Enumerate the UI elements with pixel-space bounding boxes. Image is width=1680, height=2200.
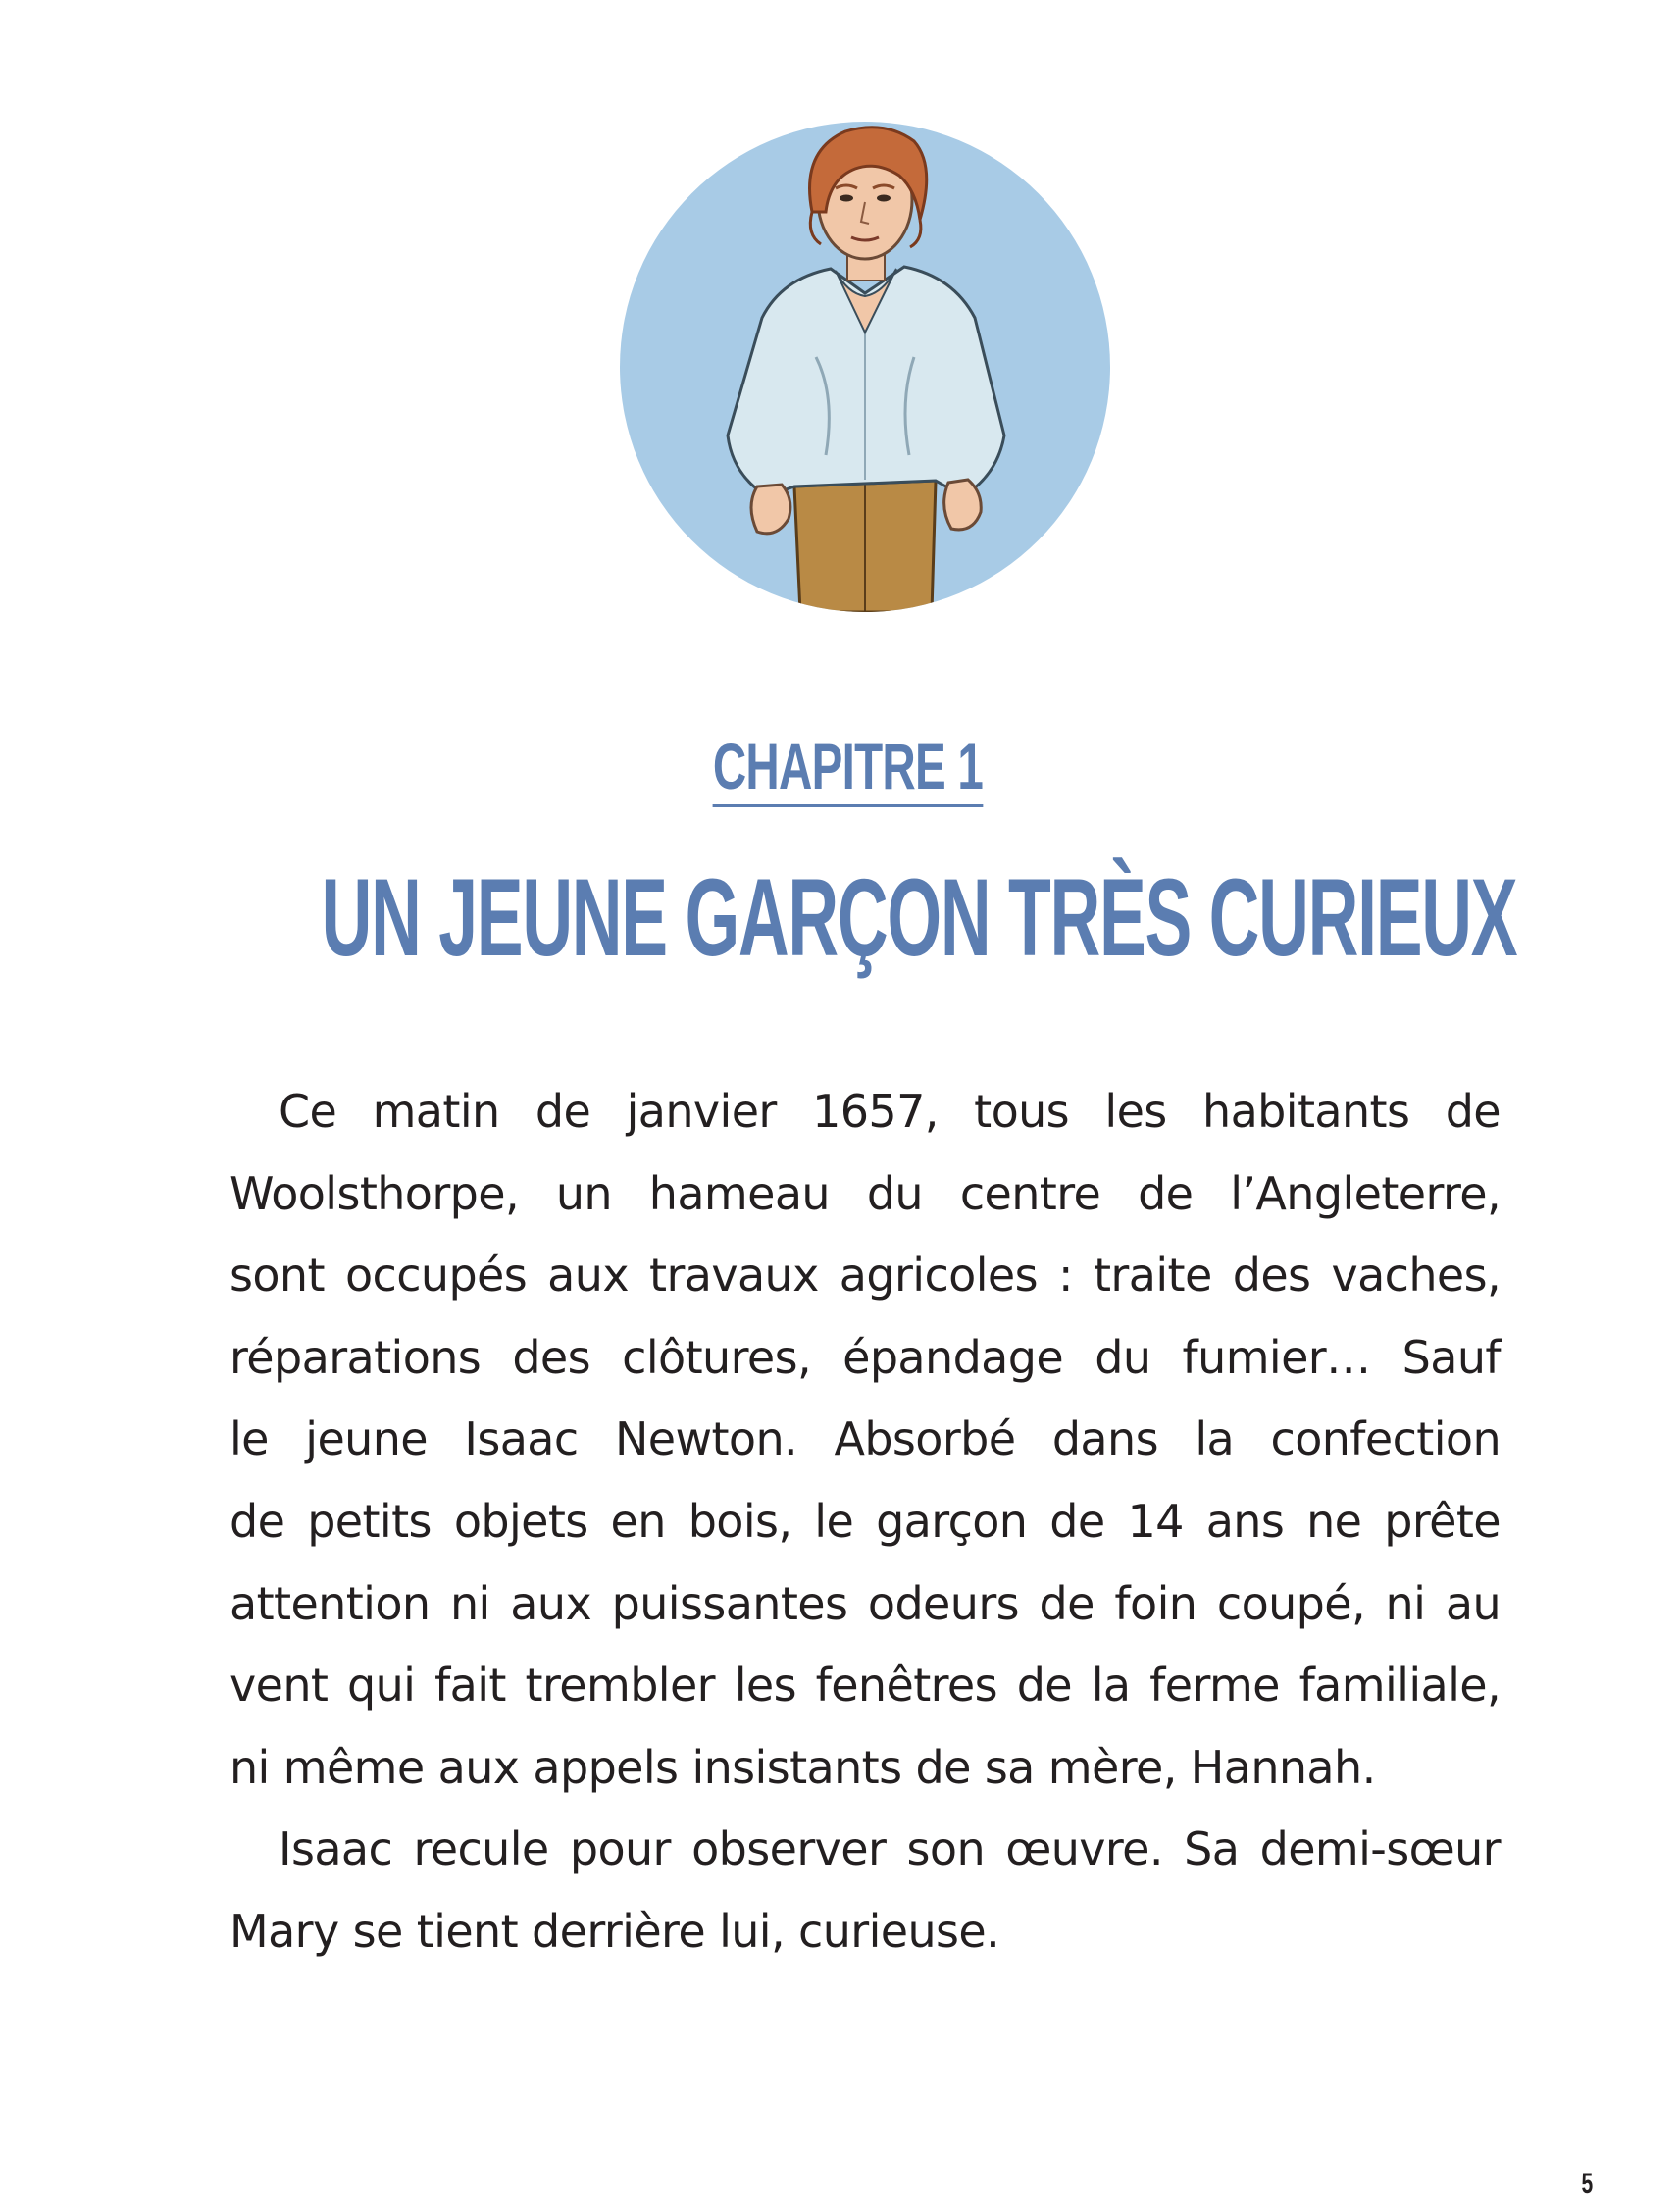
text-line: ni même aux appels insistants de sa mère, Hannah. xyxy=(229,1740,1376,1794)
page-number: 5 xyxy=(1581,2168,1594,2200)
text-line: Ce matin de janvier 1657, tous les habitants de xyxy=(279,1085,1501,1138)
left-hand xyxy=(751,485,790,534)
chapter-label-text: CHAPITRE 1 xyxy=(713,734,983,807)
paragraph-1 xyxy=(229,1071,1501,1809)
text-line: sont occupés aux travaux agricoles : traite des vaches, xyxy=(229,1249,1501,1303)
body-text xyxy=(229,1071,1501,1973)
chapter-title: UN JEUNE GARÇON TRÈS CURIEUX xyxy=(321,856,1517,979)
portrait-svg xyxy=(620,122,1110,612)
text-line: Woolsthorpe, un hameau du centre de l’Angleterre, xyxy=(229,1166,1501,1220)
chapter-label xyxy=(243,730,1452,807)
text-line: Mary se tient derrière lui, curieuse. xyxy=(229,1904,1000,1958)
text-line: vent qui fait trembler les fenêtres de la ferme familiale, xyxy=(229,1659,1501,1713)
text-line: attention ni aux puissantes odeurs de foin coupé, ni au xyxy=(229,1576,1501,1630)
paragraph-2 xyxy=(229,1809,1501,1972)
boy-portrait-illustration xyxy=(620,122,1110,612)
text-line: réparations des clôtures, épandage du fumier… Sauf xyxy=(229,1330,1501,1384)
text-line: le jeune Isaac Newton. Absorbé dans la confection xyxy=(229,1412,1501,1466)
text-line: de petits objets en bois, le garçon de 14 ans ne prête xyxy=(229,1494,1501,1548)
text-line: Isaac recule pour observer son œuvre. Sa demi-sœur xyxy=(279,1822,1501,1876)
right-hand xyxy=(944,480,982,530)
